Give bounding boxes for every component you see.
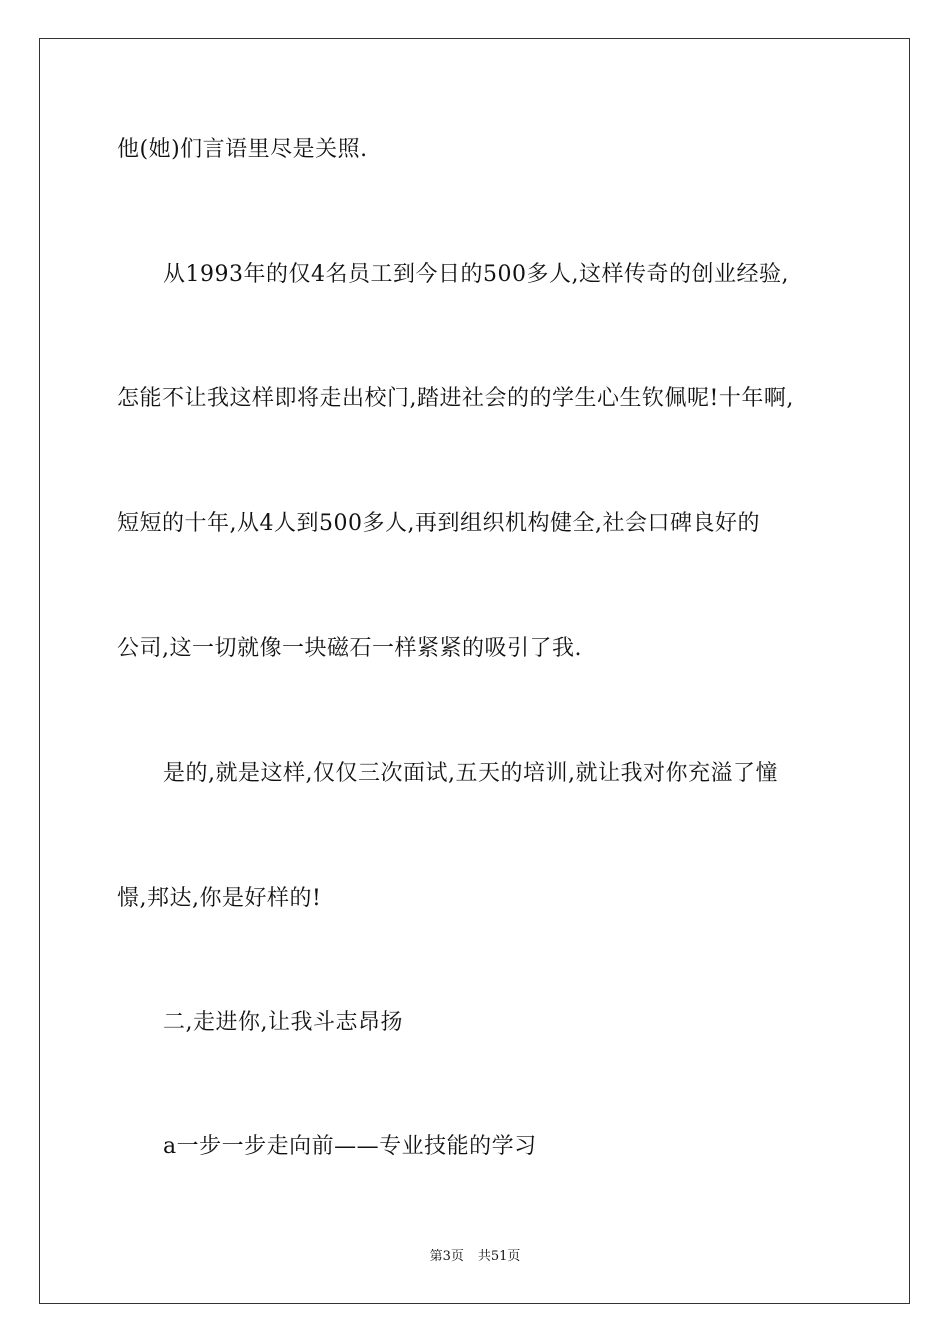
paragraph-line-6: 是的,就是这样,仅仅三次面试,五天的培训,就让我对你充溢了憧 [163, 761, 778, 786]
page-border [39, 38, 910, 1304]
paragraph-line-1: 他(她)们言语里尽是关照. [117, 137, 368, 162]
section-heading: 二,走进你,让我斗志昂扬 [163, 1010, 403, 1035]
paragraph-line-4: 短短的十年,从4人到500多人,再到组织机构健全,社会口碑良好的 [117, 511, 760, 536]
page-footer [0, 1248, 950, 1266]
paragraph-line-2: 从1993年的仅4名员工到今日的500多人,这样传奇的创业经验, [163, 262, 789, 287]
paragraph-line-3: 怎能不让我这样即将走出校门,踏进社会的的学生心生钦佩呢!十年啊, [117, 386, 794, 411]
subsection-heading: a一步一步走向前——专业技能的学习 [163, 1134, 537, 1159]
page-number: 第3页 [429, 1249, 464, 1264]
paragraph-line-7: 憬,邦达,你是好样的! [117, 886, 322, 911]
paragraph-line-5: 公司,这一切就像一块磁石一样紧紧的吸引了我. [117, 636, 582, 661]
total-pages: 共51页 [477, 1249, 521, 1264]
